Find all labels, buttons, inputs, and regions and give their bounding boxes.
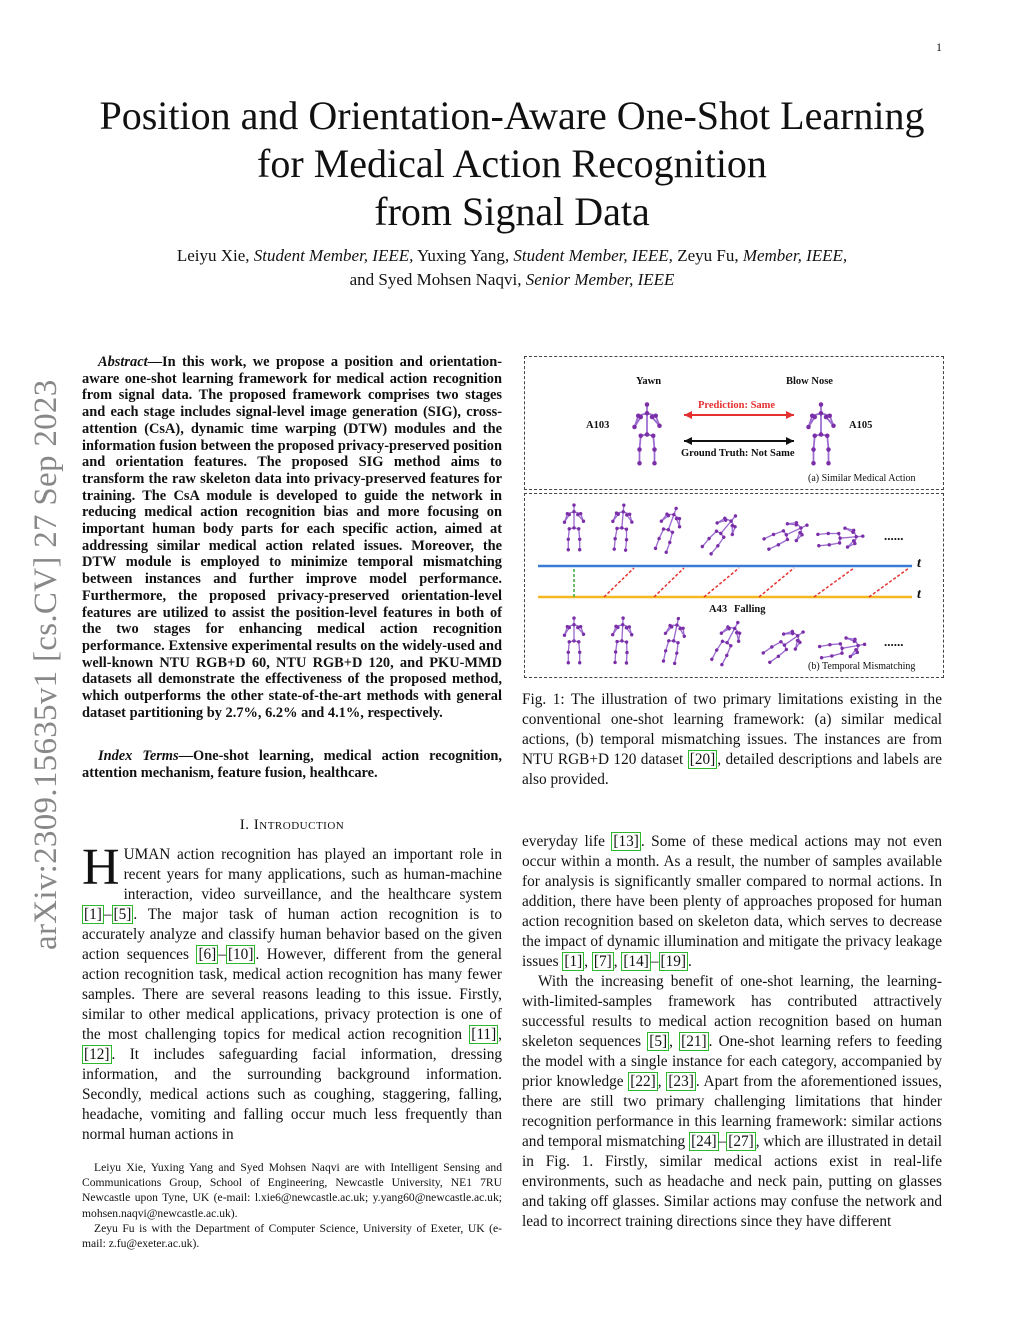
citation-link[interactable]: [5] xyxy=(113,906,132,923)
author-name: Zeyu Fu, xyxy=(672,246,743,265)
skeleton-joint xyxy=(582,633,585,636)
skeleton-joint xyxy=(650,415,655,420)
skeleton-joint xyxy=(661,527,665,531)
label-ground-truth: Ground Truth: Not Same xyxy=(681,448,795,459)
title-line-2: for Medical Action Recognition xyxy=(257,141,767,186)
skeleton-joint xyxy=(824,415,829,420)
skeleton-joint xyxy=(572,639,575,642)
paper-title xyxy=(0,92,1024,236)
skeleton-joint xyxy=(826,461,831,466)
skeleton-yawn xyxy=(632,402,662,465)
skeleton-joint xyxy=(657,424,662,429)
abstract-label: Abstract xyxy=(98,354,148,370)
skeleton-joint xyxy=(820,656,824,660)
skeleton-joint xyxy=(664,649,668,653)
skeleton-joint xyxy=(578,548,581,551)
skeleton-joint xyxy=(651,434,656,439)
text: – xyxy=(718,1133,727,1150)
text: . Some of these medical actions may not even occur within a month. As a result, the number of samples available for analysis is significantly smaller compared to normal actions. In addition, there have been plenty of approaches proposed for human action recognition based on skeleton data, which serves to decrease the impact of dynamic illumination and mitigate the privacy leakage issues xyxy=(522,833,943,970)
time-axis-label-lower: t xyxy=(917,587,921,602)
skeleton-joint xyxy=(661,659,665,663)
prediction-arrow-head-right xyxy=(786,411,794,419)
skeleton-joint xyxy=(577,640,580,643)
author-line-1 xyxy=(0,244,1024,268)
skeleton-joint xyxy=(615,640,619,644)
skeleton-joint xyxy=(620,639,624,643)
skeleton-joint xyxy=(667,639,671,643)
skeleton-joint xyxy=(567,538,570,541)
text: , xyxy=(657,1073,667,1090)
skeleton-joint xyxy=(572,623,575,626)
skeleton-joint xyxy=(637,447,642,452)
skeleton-joint xyxy=(831,424,836,429)
arxiv-stamp: arXiv:2309.15635v1 [cs.CV] 27 Sep 2023 xyxy=(28,379,64,950)
skeleton-lower-frame xyxy=(706,616,748,669)
label-blow-nose: Blow Nose xyxy=(786,376,833,387)
skeleton-joint xyxy=(819,432,824,437)
citation-link[interactable]: [20] xyxy=(689,751,716,768)
text: . The major task of human action recognition is to accurately analyze and classify human behavior based on the given action sequences xyxy=(82,906,502,963)
skeleton-joint xyxy=(578,538,581,541)
index-terms-text: —One-shot learning, medical action recognition, attention mechanism, feature fusion, healthcare. xyxy=(82,748,502,781)
skeleton-joint xyxy=(624,548,628,552)
skeleton-joint xyxy=(813,434,818,439)
citation-link[interactable]: [22] xyxy=(630,1073,656,1090)
section-heading: I. Introduction xyxy=(239,817,345,833)
text: . Apart from the aforementioned issues, there are still two primary challenging limitations that hinder recognition performance in this learning framework: similar actions and temporal mismatching xyxy=(522,1073,942,1150)
text: , xyxy=(584,953,592,970)
skeleton-joint xyxy=(572,526,575,529)
skeleton-joint xyxy=(578,651,581,654)
figure-caption xyxy=(522,690,942,790)
time-axis-label-upper: t xyxy=(917,556,921,571)
text: With the increasing benefit of one-shot learning, the learning-with-limited-samples framework has contributed attractively successful results to medical action recognition based on human skeleton sequences xyxy=(522,973,942,1050)
mismatch-link xyxy=(604,568,634,597)
citation-link[interactable]: [1] xyxy=(564,953,583,970)
skeleton-joint xyxy=(637,461,642,466)
skeleton-bone xyxy=(784,636,797,645)
citation-link[interactable]: [13] xyxy=(613,833,639,850)
mismatch-link xyxy=(704,568,739,597)
author-role: Student Member, IEEE, xyxy=(513,246,673,265)
skeleton-joint xyxy=(615,527,619,531)
skeleton-joint xyxy=(668,540,672,544)
skeleton-joint xyxy=(625,527,629,531)
skeleton-joint xyxy=(830,654,834,658)
skeleton-upper-frame xyxy=(760,514,813,555)
text: – xyxy=(650,953,659,970)
citation-link[interactable]: [14] xyxy=(623,953,649,970)
skeleton-bone xyxy=(842,646,858,649)
skeleton-joint xyxy=(582,520,585,523)
abstract-text: —In this work, we propose a position and orientation-aware one-shot learning framework for medical action recognition from signal data. The proposed framework comprises two stages and each stage includes signal-level image generation (SIG), cross-attention (CsA), dynamic time warping (DTW) modules and the information fusion between the proposed privacy-preserved position and orientation features. The proposed SIG method aims to transform the raw skeleton data into privacy-preserved features for training. The CsA module is developed to guide the network in reducing medical action recognition bias and more focusing on important human body parts for each specific action, aimed at addressing similar medical action related issues. Moreover, the DTW module is employed to minimize temporal mismatching between instances and further improve model performance. Furthermore, the proposed privacy-preserved orientation-level features are utilized to assist the position-level features in both of the two stages for enhancing medical action recognition performance. Extensive experimental results on the widely-used and well-known NTU RGB+D 60, NTU RGB+D 120, and PKU-MMD datasets all demonstrate the effectiveness of the proposed method, which outperforms the other state-of-the-art methods with general dataset partitioning by 2.7%, 6.2% and 4.1%, respectively. xyxy=(82,354,502,721)
author-role: Senior Member, IEEE xyxy=(525,270,675,289)
skeleton-joint xyxy=(625,538,629,542)
skeleton-joint xyxy=(806,425,811,430)
skeleton-joint xyxy=(805,523,810,528)
skeleton-joint xyxy=(625,661,629,665)
skeleton-joint xyxy=(819,402,824,407)
skeleton-joint xyxy=(676,641,680,645)
skeleton-joint xyxy=(578,661,581,664)
skeleton-joint xyxy=(613,537,617,541)
title-line-1: Position and Orientation-Aware One-Shot Learning xyxy=(99,93,925,138)
skeleton-joint xyxy=(838,536,842,540)
page-number: 1 xyxy=(936,40,942,54)
skeleton-lower-frame xyxy=(563,616,585,664)
text: , xyxy=(669,1033,680,1050)
skeleton-upper-frame xyxy=(563,503,585,551)
skeleton-joint xyxy=(736,639,741,644)
index-terms xyxy=(82,748,502,781)
skeleton-joint xyxy=(837,532,841,536)
skeleton-upper-frame xyxy=(609,502,636,552)
skeleton-bone xyxy=(622,512,623,528)
skeleton-joint xyxy=(828,643,832,647)
citation-link[interactable]: [1] xyxy=(84,906,102,923)
text: , xyxy=(498,1026,502,1043)
skeleton-joint xyxy=(838,642,842,646)
citation-link[interactable]: [19] xyxy=(660,953,687,970)
skeleton-joint xyxy=(735,620,740,625)
skeleton-joint xyxy=(817,544,821,548)
skeleton-bone xyxy=(622,625,623,641)
skeleton-joint xyxy=(674,506,678,510)
skeleton-joint xyxy=(652,447,657,452)
mismatch-link xyxy=(759,568,794,597)
skeleton-joint xyxy=(677,525,681,529)
intro-paragraph xyxy=(82,839,502,1145)
skeleton-bone xyxy=(784,629,793,636)
paragraph xyxy=(522,832,942,972)
skeleton-lower-frame xyxy=(759,622,811,668)
skeleton-joint xyxy=(645,402,650,407)
skeleton-joint xyxy=(639,415,644,420)
skeleton-lower-frame xyxy=(817,633,868,663)
skeleton-joint xyxy=(676,617,680,621)
text: . It includes safeguarding facial information, dressing information, and the surrounding background information. Secondly, medical actions such as coughing, staggering, falling, headache, vomiting and falling occur much less frequently than normal human actions in xyxy=(82,1046,502,1143)
citation-link[interactable]: [5] xyxy=(649,1033,668,1050)
skeleton-joint xyxy=(568,513,571,516)
skeleton-joint xyxy=(863,642,867,646)
skeleton-joint xyxy=(632,425,637,430)
right-column-text xyxy=(522,832,942,1232)
skeleton-joint xyxy=(625,640,629,644)
skeleton-joint xyxy=(664,550,668,554)
skeleton-joint xyxy=(567,651,570,654)
text: . One-shot learning refers to feeding the model with a single instance for each category, accompanied by prior knowledge xyxy=(522,1033,942,1090)
index-terms-label: Index Terms xyxy=(98,748,179,764)
skeleton-joint xyxy=(572,616,575,619)
skeleton-joint xyxy=(622,503,626,507)
skeleton-joint xyxy=(762,537,767,542)
skeleton-joint xyxy=(767,547,772,552)
skeleton-joint xyxy=(563,520,566,523)
skeleton-joint xyxy=(771,532,776,537)
skeleton-joint xyxy=(628,512,632,516)
skeleton-joint xyxy=(840,646,844,650)
skeleton-joint xyxy=(568,527,571,530)
skeleton-bone xyxy=(721,521,731,533)
skeleton-joint xyxy=(785,522,790,527)
text: UMAN action recognition has played an important role in recent years for many applications, such as human-machine interaction, video surveillance, and the healthcare system xyxy=(123,846,502,903)
skeleton-joint xyxy=(826,532,830,536)
ground-truth-arrow-head-left xyxy=(684,437,692,445)
skeleton-joint xyxy=(645,432,650,437)
skeleton-joint xyxy=(816,533,820,537)
skeleton-joint xyxy=(568,626,571,629)
citation-link[interactable]: [27] xyxy=(728,1133,754,1150)
skeleton-joint xyxy=(781,632,786,637)
skeleton-joint xyxy=(568,640,571,643)
skeleton-joint xyxy=(577,527,580,530)
skeleton-blow-nose xyxy=(806,402,836,465)
skeleton-joint xyxy=(614,650,618,654)
skeleton-joint xyxy=(576,626,579,629)
skeleton-joint xyxy=(563,633,566,636)
mismatch-link xyxy=(869,568,909,597)
skeleton-lower-frame xyxy=(658,615,690,667)
text: everyday life xyxy=(522,833,612,850)
citation-link[interactable]: [7] xyxy=(593,953,612,970)
footnote-affiliation: Zeyu Fu is with the Department of Computer Science, University of Exeter, UK (e-mail: z.fu@exeter.ac.uk). xyxy=(82,1221,502,1251)
text: – xyxy=(103,906,112,923)
skeleton-joint xyxy=(621,510,625,514)
skeleton-joint xyxy=(840,651,844,655)
skeleton-joint xyxy=(675,651,679,655)
skeleton-joint xyxy=(673,661,677,665)
text: Fig. 1: The illustration of two primary limitations existing in the conventional one-shot learning framework: (a) similar medical actions, (b) temporal mismatching issues. The instances are from NTU RGB+D 120 dataset xyxy=(522,691,942,768)
prediction-arrow-head-left xyxy=(684,411,692,419)
skeleton-joint xyxy=(825,434,830,439)
skeleton-joint xyxy=(567,548,570,551)
skeleton-joint xyxy=(657,536,661,540)
skeleton-joint xyxy=(720,662,725,667)
skeleton-upper-frame xyxy=(650,503,688,556)
citation-link[interactable]: [10] xyxy=(227,946,254,963)
footnotes xyxy=(82,1160,502,1251)
mismatch-link xyxy=(814,568,854,597)
skeleton-joint xyxy=(811,461,816,466)
label-a103: A103 xyxy=(586,420,610,431)
skeleton-joint xyxy=(653,546,657,550)
skeleton-joint xyxy=(639,434,644,439)
text: , xyxy=(613,953,622,970)
citation-link[interactable]: [21] xyxy=(681,1033,707,1050)
ground-truth-arrow-head-right xyxy=(786,437,794,445)
label-a43: A43 xyxy=(709,604,728,615)
author-name: Leiyu Xie, xyxy=(176,246,254,265)
label-panel-a: (a) Similar Medical Action xyxy=(808,473,916,484)
skeleton-joint xyxy=(854,535,858,539)
citation-link[interactable]: [11] xyxy=(471,1026,497,1043)
skeleton-joint xyxy=(819,411,824,416)
skeleton-bone xyxy=(840,537,856,538)
skeleton-joint xyxy=(730,532,735,537)
citation-link[interactable]: [24] xyxy=(691,1133,717,1150)
label-a105: A105 xyxy=(849,420,873,431)
author-name: and Syed Mohsen Naqvi, xyxy=(349,270,526,289)
abstract xyxy=(82,354,502,721)
label-panel-b: (b) Temporal Mismatching xyxy=(808,661,916,672)
skeleton-lower-frame xyxy=(609,616,634,665)
skeleton-joint xyxy=(572,503,575,506)
skeleton-joint xyxy=(613,661,617,665)
skeleton-joint xyxy=(710,657,715,662)
skeleton-joint xyxy=(813,415,818,420)
author-list xyxy=(0,244,1024,292)
author-line-2 xyxy=(0,268,1024,292)
mismatch-links xyxy=(604,568,909,597)
label-prediction: Prediction: Same xyxy=(698,400,776,411)
skeleton-joint xyxy=(724,653,729,658)
skeleton-joint xyxy=(818,645,822,649)
skeleton-joint xyxy=(567,661,570,664)
skeleton-joint xyxy=(826,447,831,452)
text: , which are illustrated in detail in Fig. 1. Firstly, similar medical actions exist in real-life environments, such as headache and neck pain, putting on glasses and taking off glasses. Similar actions may confuse the network and lead to incorrect training directions since they have different xyxy=(522,1133,942,1230)
skeleton-joint xyxy=(620,526,624,530)
skeleton-bone xyxy=(674,625,677,641)
citation-link[interactable]: [12] xyxy=(84,1046,110,1063)
text: – xyxy=(218,946,226,963)
skeleton-joint xyxy=(645,411,650,416)
footnote-affiliation: Leiyu Xie, Yuxing Yang and Syed Mohsen Naqvi are with Intelligent Sensing and Communications Group, School of Engineering, Newcastle University, NE1 7RU Newcastle upon Tyne, UK (e-mail: l.xie6@newcastle.ac.uk; y.yang60@newcastle.ac.uk; mohsen.naqvi@newcastle.ac.uk). xyxy=(82,1161,502,1220)
skeleton-joint xyxy=(621,616,625,620)
skeleton-joint xyxy=(838,541,842,545)
skeleton-joint xyxy=(652,461,657,466)
author-role: Student Member, IEEE, xyxy=(253,246,414,265)
skeleton-joint xyxy=(827,543,831,547)
skeleton-joint xyxy=(572,510,575,513)
skeleton-joint xyxy=(672,639,676,643)
skeleton-joint xyxy=(625,651,629,655)
skeleton-joint xyxy=(621,623,625,627)
text: . xyxy=(688,953,692,970)
paragraph xyxy=(522,972,942,1232)
skeleton-upper-frame xyxy=(697,507,745,558)
citation-link[interactable]: [23] xyxy=(668,1073,694,1090)
figure-1 xyxy=(524,356,944,678)
label-yawn: Yawn xyxy=(636,376,662,387)
skeleton-joint xyxy=(844,636,848,640)
text: , detailed descriptions and labels are also provided. xyxy=(522,751,942,788)
text: . However, different from the general action recognition task, medical action recognition has many fewer samples. There are several reasons leading to this issue. Firstly, similar to other medical applications, privacy protection is one of the most challenging topics for medical action recognition xyxy=(82,946,502,1043)
drop-cap: H xyxy=(82,839,120,896)
mismatch-link xyxy=(654,568,684,597)
author-role: Member, IEEE, xyxy=(742,246,848,265)
skeleton-joint xyxy=(861,534,865,538)
skeleton-joint xyxy=(612,547,616,551)
ellipsis-upper: ...... xyxy=(884,528,904,543)
skeleton-upper-frame xyxy=(816,525,866,552)
citation-link[interactable]: [6] xyxy=(198,946,217,963)
author-name: Yuxing Yang, xyxy=(413,246,514,265)
skeleton-group xyxy=(563,402,868,668)
skeleton-bone xyxy=(727,628,735,642)
skeleton-joint xyxy=(576,513,579,516)
title-line-3: from Signal Data xyxy=(374,189,650,234)
ellipsis-lower: ...... xyxy=(884,634,904,649)
skeleton-joint xyxy=(811,447,816,452)
label-falling: Falling xyxy=(734,604,766,615)
